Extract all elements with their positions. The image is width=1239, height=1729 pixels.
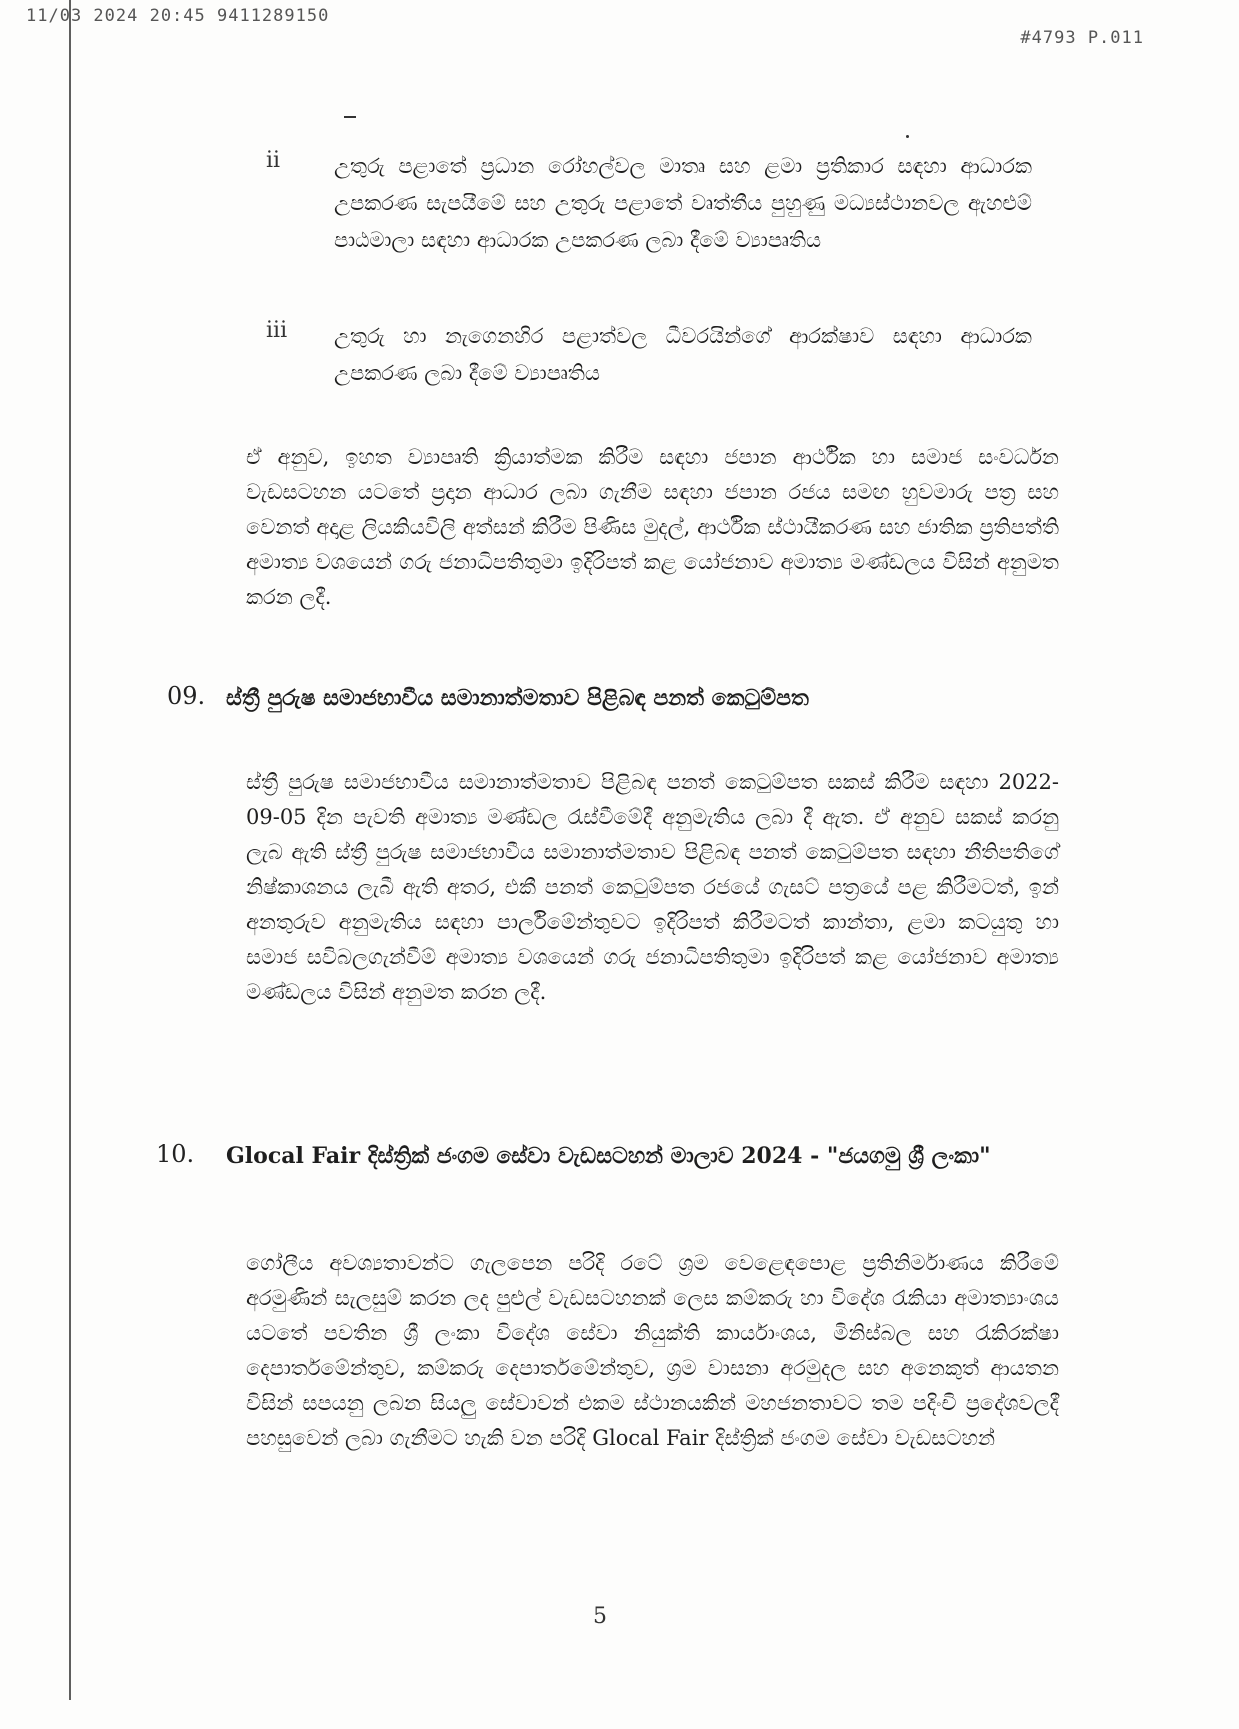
list-item-number: iii <box>266 318 288 343</box>
list-item <box>266 148 1032 259</box>
list-item-text: උතුරු හා නැගෙනහිර පළාත්වල ධීවරයින්ගේ ආරක්ෂාව සඳහා ආධාරක උපකරණ ලබා දීමේ ව්‍යාපෘතිය <box>334 324 1032 385</box>
section-body: ගෝලීය අවශ්‍යතාවන්ට ගැලපෙන පරිදි රටේ ශ්‍රම වෙළෙඳපොළ ප්‍රතිනිර්මාණය කිරීමේ අරමුණින් සැලසුම් කරන ලද පුළුල් වැඩසටහනක් ලෙස කම්කරු හා විදේශ රැකියා අමාත්‍යාංශය යටතේ පවතින ශ්‍රී ලංකා විදේශ සේවා නියුක්ති කාර්යාංශය, මිනිස්බල සහ රැකිරක්ෂා දෙපාර්තමේන්තුව, කම්කරු දෙපාර්තමේන්තුව, ශ්‍රම වාසනා අරමුදල සහ අනෙකුත් ආයතන විසින් සපයනු ලබන සියලු සේවාවන් එකම ස්ථානයකින් මහජනතාවට තම පදිංචි ප්‍රදේශවලදී පහසුවෙන් ලබා ගැනීමට හැකි වන පරිදි Glocal Fair දිස්ත්‍රික් ජංගම සේවා වැඩසටහන් <box>246 1251 1059 1450</box>
section-number: 09. <box>167 682 206 710</box>
section-title: ස්ත්‍රී පුරුෂ සමාජභාවීය සමානාත්මතාව පිළිබඳ පනත් කෙටුම්පත <box>226 685 809 711</box>
section-body: ස්ත්‍රී පුරුෂ සමාජභාවීය සමානාත්මතාව පිළිබඳ පනත් කෙටුම්පත සකස් කිරීම සඳහා 2022-09-05 දින පැවති අමාත්‍ය මණ්ඩල රැස්වීමේදී අනුමැතිය ලබා දී ඇත. ඒ අනුව සකස් කරනු ලැබ ඇති ස්ත්‍රී පුරුෂ සමාජභාවීය සමානාත්මතාව පිළිබඳ පනත් කෙටුම්පත සඳහා නීතිපතිගේ නිෂ්කාශනය ලැබී ඇති අතර, එකී පනත් කෙටුම්පත රජයේ ගැසට් පත්‍රයේ පළ කිරීමටත්, ඉන් අනතුරුව අනුමැතිය සඳහා පාර්ලිමේන්තුවට ඉදිරිපත් කිරීමටත් කාන්තා, ළමා කටයුතු හා සමාජ සවිබලගැන්වීම් අමාත්‍ය වශයෙන් ගරු ජනාධිපතිතුමා ඉදිරිපත් කළ යෝජනාව අමාත්‍ය මණ්ඩලය විසින් අනුමත කරන ලදී. <box>246 770 1059 1004</box>
list-item-text: උතුරු පළාතේ ප්‍රධාන රෝහල්වල මාතෘ සහ ළමා ප්‍රතිකාර සඳහා ආධාරක උපකරණ සැපයීමේ සහ උතුරු පළාතේ වෘත්තීය පුහුණු මධ්‍යස්ථානවල ඇහළුම් පාඨමාලා සඳහා ආධාරක උපකරණ ලබා දීමේ ව්‍යාපෘතිය <box>334 154 1032 252</box>
scan-mark <box>344 116 356 118</box>
section-number: 10. <box>156 1140 195 1168</box>
scan-mark <box>906 135 909 138</box>
margin-line <box>69 0 71 1700</box>
body-paragraph: ඒ අනුව, ඉහත ව්‍යාපෘති ක්‍රියාත්මක කිරීම සඳහා ජපාන ආර්ථික හා සමාජ සංවර්ධන වැඩසටහන යටතේ ප්‍රදාන ආධාර ලබා ගැනීම සඳහා ජපාන රජය සමඟ හුවමාරු පත්‍ර සහ වෙනත් අදාළ ලියකියවිලි අත්සන් කිරීම පිණිස මුදල්, ආර්ථික ස්ථායීකරණ සහ ජාතික ප්‍රතිපත්ති අමාත්‍ය වශයෙන් ගරු ජනාධිපතිතුමා ඉදිරිපත් කළ යෝජනාව අමාත්‍ය මණ්ඩලය විසින් අනුමත කරන ලදී. <box>246 445 1059 609</box>
fax-header-timestamp: 11/03 2024 20:45 9411289150 <box>26 6 330 26</box>
list-item <box>266 318 1032 392</box>
section-title: Glocal Fair දිස්ත්‍රික් ජංගම සේවා වැඩසටහන් මාලාව 2024 - "ජයගමු ශ්‍රී ලංකා" <box>226 1143 991 1169</box>
page-number: 5 <box>593 1604 607 1629</box>
fax-page-id: #4793 P.011 <box>1020 28 1144 48</box>
list-item-number: ii <box>266 148 281 173</box>
